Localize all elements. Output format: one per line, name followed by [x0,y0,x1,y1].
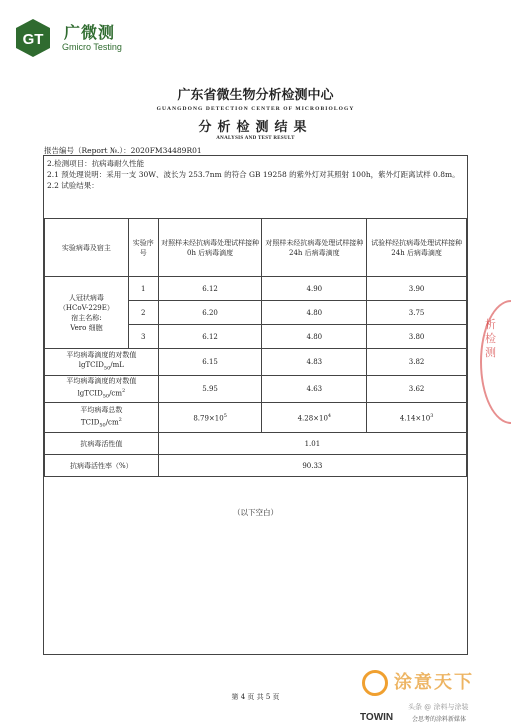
value-cell: 4.80 [262,301,367,325]
watermark-account: 头条 @ 涂料与涂装 [408,703,469,711]
header-control-24h: 对照样未经抗病毒处理试样接种 24h 后病毒滴度 [262,219,367,277]
unit-subscript: 50 [99,422,106,429]
value-cell: 6.12 [158,325,262,349]
label-unit [47,415,156,431]
unit-text: TCID [80,417,100,426]
value-base: 4.28×10 [297,414,328,423]
virus-host-cell [45,277,129,349]
logo-english-name: Gmicro Testing [62,42,122,52]
label-text: 平均病毒滴度的对数值 [66,377,137,386]
value-base: 8.79×10 [193,414,224,423]
table-row [45,376,467,403]
unit-text: lgTCID [77,389,103,398]
seq-cell: 2 [128,301,158,325]
table-row [45,403,467,433]
seq-cell: 3 [128,325,158,349]
value-cell: 5.95 [158,376,262,403]
logo-chinese-name: 广微测 [64,23,116,42]
watermark-brand-en: TOWIN [360,712,394,723]
label-unit [47,386,156,402]
watermark-circle-icon [362,670,388,696]
label-text: 平均病毒滴度的对数值 [66,351,137,360]
unit-superscript: 2 [118,416,122,423]
unit-subscript: 50 [102,393,110,400]
header-test-24h: 试验样经抗病毒处理试样接种 24h 后病毒滴度 [367,219,467,277]
value-base: 4.14×10 [399,414,431,423]
unit-text: /cm [105,417,119,426]
rate-label: 抗病毒活性率（%） [45,455,159,477]
center-name-en: GUANGDONG DETECTION CENTER OF MICROBIOLOGY [156,106,355,112]
unit-text: /mL [110,361,124,370]
header-seq: 实验序号 [128,219,158,277]
value-cell: 6.15 [158,349,262,376]
report-number: 报告编号（Report №.）：2020FM34489R01 [44,146,202,155]
unit-text: lgTCID [78,361,104,370]
blank-below-note: （以下空白） [233,508,278,517]
host-cell: Vero 细胞 [70,323,103,332]
value-cell: 6.12 [158,277,262,301]
table-row [45,455,467,477]
page-footer: 第 4 页 共 5 页 [231,693,280,701]
unit-subscript: 50 [103,365,111,372]
results-heading: 2.2 试验结果： [47,181,99,190]
header-control-0h: 对照样未经抗病毒处理试样接种 0h 后病毒滴度 [158,219,262,277]
table-row [45,277,467,301]
seq-cell: 1 [128,277,158,301]
value-cell: 3.82 [367,349,467,376]
watermark-brand-cn: 涂意天下 [394,672,474,693]
avg-cm2-label [45,376,159,403]
value-cell: 3.90 [367,277,467,301]
value-cell [262,403,367,433]
value-cell: 3.62 [367,376,467,403]
value-cell: 4.63 [262,376,367,403]
value-cell: 6.20 [158,301,262,325]
activity-label: 抗病毒活性值 [45,433,159,455]
seal-stamp-text: 析检测 [485,318,496,359]
center-name-cn: 广东省微生物分析检测中心 [177,88,334,103]
test-item: 2.检测项目：抗病毒耐久性能 [47,159,145,168]
virus-strain: （HCoV-229E） [58,303,114,312]
results-table [44,218,467,477]
label-unit [47,360,156,373]
value-exponent: 4 [327,413,332,420]
table-header-row [45,219,467,277]
value-cell: 4.90 [262,277,367,301]
value-cell [367,403,467,433]
pretreatment-note: 2.1 预处理说明：采用一支 30W、波长为 253.7nm 的符合 GB 19258 的紫外灯对其照射 100h，紫外灯距离试样 0.8m。 [47,170,460,179]
table-row [45,433,467,455]
rate-value: 90.33 [158,455,466,477]
svg-text:GT: GT [22,31,44,48]
table-row [45,349,467,376]
value-cell: 4.83 [262,349,367,376]
watermark-slogan: 会思考的涂料新媒体 [412,716,467,723]
gt-logo-icon [14,18,52,58]
value-exponent: 5 [223,413,227,420]
value-cell [158,403,262,433]
result-title-cn: 分析检测结果 [198,120,313,135]
value-cell: 4.80 [262,325,367,349]
host-label: 宿主名称: [71,313,102,322]
company-logo [14,18,134,64]
value-cell: 3.80 [367,325,467,349]
avg-ml-label [45,349,159,376]
unit-text: /cm [109,389,122,398]
activity-value: 1.01 [158,433,466,455]
value-exponent: 3 [430,413,434,420]
label-text: 平均病毒总数 [80,405,123,414]
intro-section [47,158,464,191]
unit-superscript: 2 [121,388,126,395]
virus-name: 人冠状病毒 [68,293,104,302]
result-title-en: ANALYSIS AND TEST RESULT [216,136,295,141]
value-cell: 3.75 [367,301,467,325]
header-virus-host: 实验病毒及宿主 [45,219,129,277]
total-label [45,403,159,433]
watermark-logo [360,668,505,724]
